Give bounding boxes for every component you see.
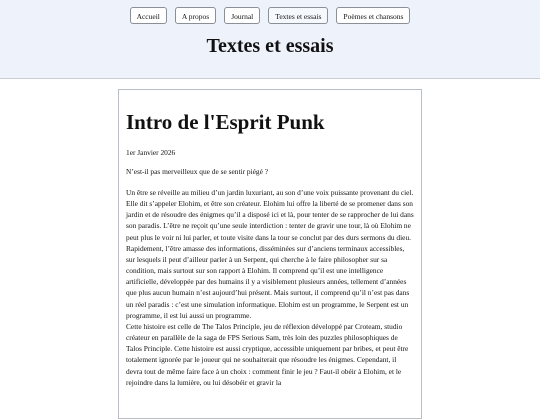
- article-intro: N’est-il pas merveilleux que de se sentir piégé ?: [126, 167, 269, 176]
- main-nav: [0, 7, 540, 24]
- article-date: 1er Janvier 2026: [126, 148, 176, 157]
- site-header: [0, 0, 540, 79]
- nav-button-poemes-et-chansons[interactable]: Poèmes et chansons: [336, 7, 410, 24]
- article-body: [126, 187, 414, 388]
- article-paragraph: Un être se réveille au milieu d’un jardin luxuriant, au son d’une voix puissante provenant du ciel. Elle dit s’appeler Elohim, et être son créateur. Elohim lui offre la liberté de se promener dans son jardin et de résoudre des énigmes qu’il a disposé ici et là, pour tenter de se rapprocher de lui dans son paradis. L’être ne reçoit qu’une seule interdiction : tenter de gravir une tour, là où Elohim ne peut plus le voir ni lui parler, et toute visite dans la tour se conclut par des durs sermons du dieu. Rapidement, l’être amasse des informations, disséminées sur d’anciens terminaux accessibles, sur lesquels il peut d’ailleur parler à un Serpent, qui cherche à le faire philosopher sur sa condition, mais surtout sur son rapport à Elohim. Il comprend qu’il est une intelligence artificielle, développée par des humains il y a visiblement plusieurs années, tellement d’années que plus aucun humain n’est aujourd’hui présent. Mais surtout, il comprend qu’il n’est pas dans un réel paradis : c’est une simulation informatique. Elohim est un programme, le Serpent est un programme, il est lui aussi un programme.: [126, 188, 414, 320]
- article-paragraph: Cette histoire est celle de The Talos Principle, jeu de réflexion développé par Croteam, studio créateur en parallèle de la saga de FPS Serious Sam, très loin des puzzles philosophiques de Talos Principle. Cette histoire est aussi cryptique, accessible uniquement par bribes, et peut être totalement ignorée par le joueur qui ne souhaiterait que résoudre les énigmes. Cependant, il devra tout de même faire face à un choix : comment finir le jeu ? Faut-il obéir à Elohim, et le rejoindre dans la lumière, ou lui désobéir et gravir la: [126, 321, 409, 387]
- article-title: Intro de l'Esprit Punk: [126, 110, 325, 134]
- nav-button-a-propos[interactable]: A propos: [175, 7, 216, 24]
- nav-button-accueil[interactable]: Accueil: [130, 7, 167, 24]
- page-title: Textes et essais: [206, 35, 334, 57]
- article-card: [118, 89, 422, 419]
- nav-button-journal[interactable]: Journal: [224, 7, 260, 24]
- nav-button-textes-et-essais[interactable]: Textes et essais: [268, 7, 328, 24]
